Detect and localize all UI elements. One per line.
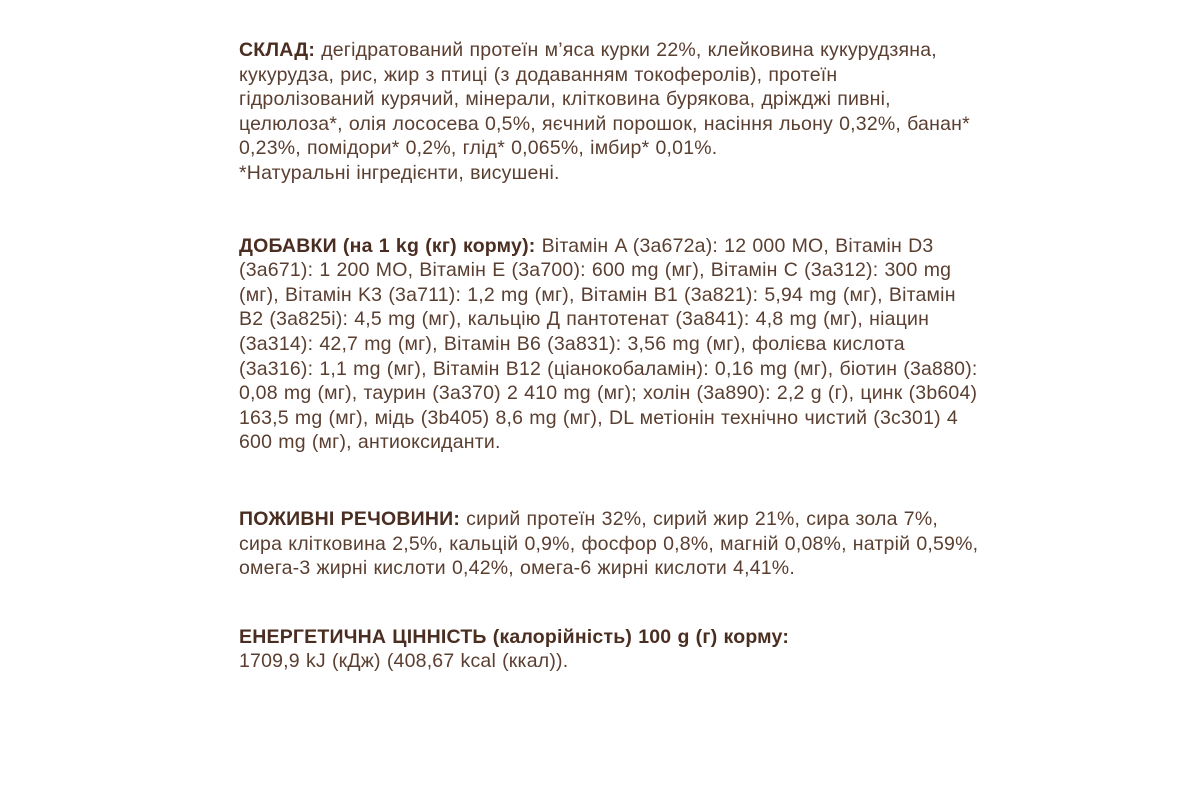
composition-text: дегідратований протеїн м’яса курки 22%, клейковина кукурудзяна, кукурудза, рис, жир з птиці (з додаванням токоферолів), протеїн гідролізований курячий, мінерали, клітковина бурякова, дріжджі пивні, целюлоза*, олія лососева 0,5%, яєчний порошок, насіння льону 0,32%, банан* 0,23%, помідори* 0,2%, глід* 0,065%, імбир* 0,01%. [239, 39, 970, 160]
additives-section [239, 234, 979, 455]
energy-heading: ЕНЕРГЕТИЧНА ЦІННІСТЬ (калорійність) 100 g (г) корму: [239, 625, 790, 648]
nutrients-heading: ПОЖИВНІ РЕЧОВИНИ: [239, 507, 461, 530]
additives-text: Вітамін A (3a672a): 12 000 МО, Вітамін D3 (3a671): 1 200 МО, Вітамін E (3a700): 600 mg (мг), Вітамін C (3a312): 300 mg (мг), Вітамін K3 (3a711): 1,2 mg (мг), Вітамін B1 (3a821): 5,94 mg (мг), Вітамін B2 (3a825i): 4,5 mg (мг), кальцію Д пантотенат (3a841): 4,8 mg (мг), ніацин (3a314): 42,7 mg (мг), Вітамін B6 (3a831): 3,56 mg (мг), фолієва кислота (3a316): 1,1 mg (мг), Вітамін B12 (ціанокобаламін): 0,16 mg (мг), біотин (3a880): 0,08 mg (мг), таурин (3a370) 2 410 mg (мг); холін (3a890): 2,2 g (г), цинк (3b604) 163,5 mg (мг), мідь (3b405) 8,6 mg (мг), DL метіонін технічно чистий (3c301) 4 600 mg (мг), антиоксиданти. [239, 234, 978, 454]
product-label-text [239, 38, 979, 674]
energy-section [239, 625, 979, 674]
nutrients-text: сирий протеїн 32%, сирий жир 21%, сира зола 7%, сира клітковина 2,5%, кальцій 0,9%, фосфор 0,8%, магній 0,08%, натрій 0,59%, омега-3 жирні кислоти 0,42%, омега-6 жирні кислоти 4,41%. [239, 507, 979, 580]
composition-footnote: *Натуральні інгредієнти, висушені. [239, 161, 560, 184]
composition-heading: СКЛАД: [239, 39, 316, 61]
energy-text: 1709,9 kJ (кДж) (408,67 kcal (ккал)). [239, 650, 569, 673]
additives-heading: ДОБАВКИ (на 1 kg (кг) корму): [239, 234, 536, 257]
nutrients-section [239, 507, 979, 581]
composition-section [239, 38, 979, 186]
